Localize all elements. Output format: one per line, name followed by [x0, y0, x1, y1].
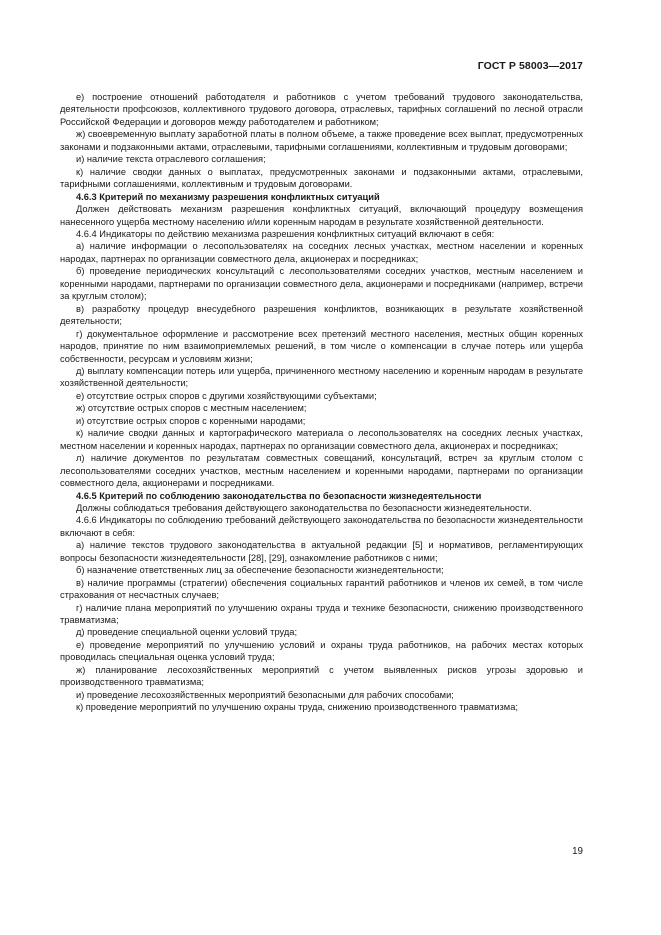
paragraph: б) назначение ответственных лиц за обеспечение безопасности жизнедеятельности;	[76, 565, 444, 576]
paragraph: д) выплату компенсации потерь или ущерба, причиненного местному населению и коренным народам в результате хозяйственной деятельности;	[60, 365, 583, 389]
paragraph: Должны соблюдаться требования действующего законодательства по безопасности жизнедеятельности.	[76, 502, 532, 513]
paragraph: и) проведение лесохозяйственных мероприятий безопасными для рабочих способами;	[76, 689, 454, 700]
paragraph: к) наличие сводки данных и картографического материала о лесопользователях на соседних лесных участках, местном населении и коренных народах, партнерах по организации совместного дела, акционерах и посредниках;	[60, 428, 583, 451]
paragraph: и) наличие текста отраслевого соглашения;	[76, 154, 266, 165]
paragraph: в) разработку процедур внесудебного разрешения конфликтов, возникающих в результате хозяйственной деятельности;	[60, 303, 583, 327]
paragraph: в) наличие программы (стратегии) обеспечения социальных гарантий работников и членов их семей, в том числе страхования от несчастных случаев;	[60, 577, 583, 601]
paragraph: е) отсутствие острых споров с другими хозяйствующими субъектами;	[76, 390, 377, 401]
paragraph: а) наличие текстов трудового законодательства в актуальной редакции [5] и нормативов, регламентирующих вопросы безопасности жизнедеятельности [28], [29], ознакомление работников с ними;	[60, 540, 583, 563]
paragraph: 4.6.6 Индикаторы по соблюдению требований действующего законодательства по безопасности жизнедеятельности включают в себя:	[60, 515, 583, 538]
paragraph: Должен действовать механизм разрешения конфликтных ситуаций, включающий процедуру возмещения нанесенного ущерба местному населению и/или коренным народам в результате хозяйственной деятельности.	[60, 204, 583, 227]
paragraph: е) проведение мероприятий по улучшению условий и охраны труда работников, на рабочих местах которых проводилась специальная оценка условий труда;	[60, 639, 583, 663]
paragraph: е) построение отношений работодателя и работников с учетом требований трудового законодательства, деятельности профсоюзов, коллективного трудового договора, отраслевых, тарифных соглашений по лесной отрасли Российской Федерации и договоров между работодателем и работником;	[60, 92, 583, 127]
paragraph: а) наличие информации о лесопользователях на соседних лесных участках, местном населении и коренных народах, партнерах по организации совместного дела, акционерах и посредниках;	[60, 241, 583, 264]
paragraph: к) проведение мероприятий по улучшению охраны труда, снижению производственного травматизма;	[76, 702, 518, 713]
paragraph: и) отсутствие острых споров с коренными народами;	[76, 415, 306, 426]
paragraph: л) наличие документов по результатам совместных совещаний, консультаций, встреч за круглым столом с лесопользователями соседних участков, местным населением и коренными народами, партнерами по организации совместного дела, акционерами и посредниками.	[60, 453, 583, 489]
paragraph: ж) отсутствие острых споров с местным населением;	[76, 403, 307, 414]
paragraph: 4.6.4 Индикаторы по действию механизма разрешения конфликтных ситуаций включают в себя:	[76, 228, 495, 239]
document-code: ГОСТ Р 58003—2017	[477, 60, 583, 72]
section-heading: 4.6.5 Критерий по соблюдению законодательства по безопасности жизнедеятельности	[76, 490, 482, 501]
page-number: 19	[572, 846, 583, 857]
paragraph: г) наличие плана мероприятий по улучшению охраны труда и технике безопасности, снижению производственного травматизма;	[60, 602, 583, 626]
paragraph: б) проведение периодических консультаций с лесопользователями соседних участков, местным населением и коренными народами, партнерами по организации совместного дела, акционерами и посредниками (например, встречи за круглым столом);	[60, 266, 583, 302]
paragraph: к) наличие сводки данных о выплатах, предусмотренных законами и подзаконными актами, отраслевыми, тарифными соглашениями, коллективным и трудовым договорами.	[60, 166, 583, 190]
body-text	[60, 91, 583, 714]
paragraph: д) проведение специальной оценки условий труда;	[76, 627, 298, 638]
paragraph: ж) планирование лесохозяйственных мероприятий с учетом выявленных рисков угрозы здоровью и производственного травматизма;	[60, 664, 583, 688]
paragraph: ж) своевременную выплату заработной платы в полном объеме, а также проведение всех выплат, предусмотренных законами и подзаконными актами, отраслевыми, тарифными соглашениями, коллективным и трудовым договорами;	[60, 129, 583, 152]
section-heading: 4.6.3 Критерий по механизму разрешения конфликтных ситуаций	[76, 191, 380, 202]
paragraph: г) документальное оформление и рассмотрение всех претензий местного населения, местных общин коренных народов, принятие по ним взаимоприемлемых решений, в том числе о компенсации в случае потерь или ущерба собственности, ресурсам и условиям жизни;	[60, 328, 583, 364]
